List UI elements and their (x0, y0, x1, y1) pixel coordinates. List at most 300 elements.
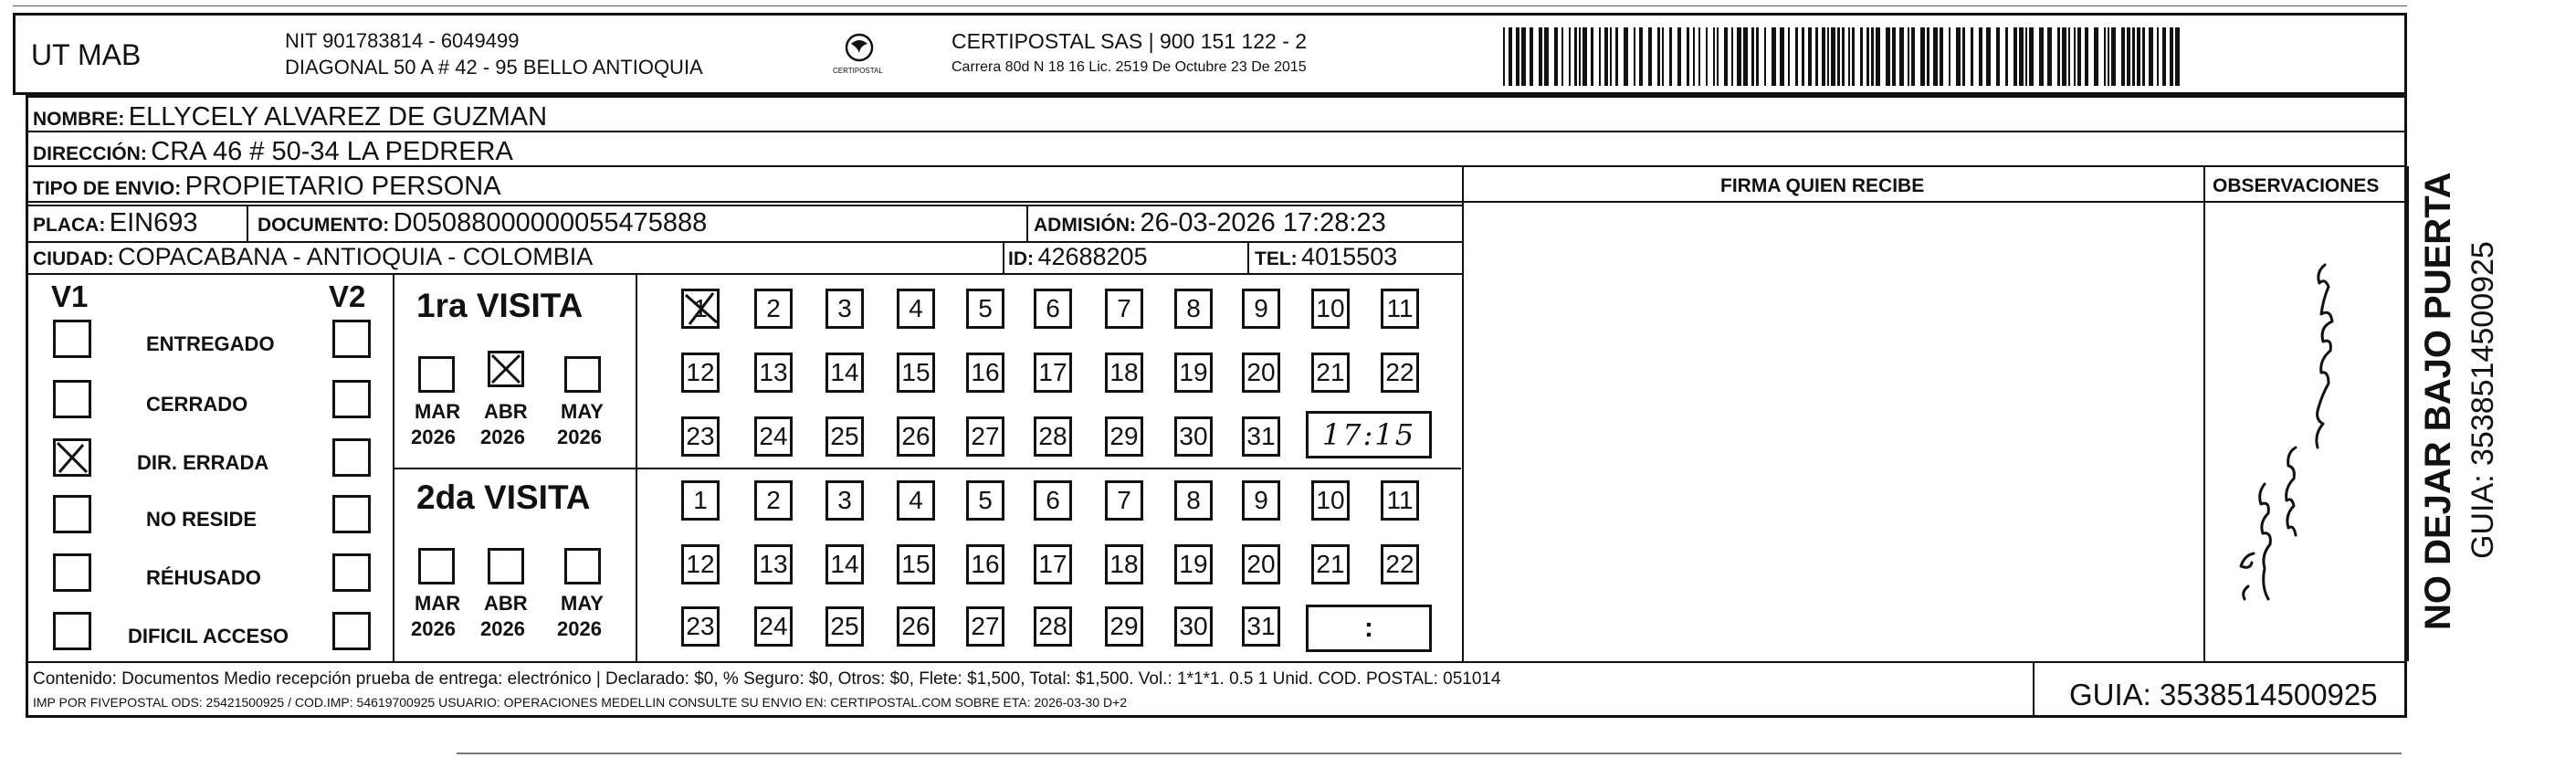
barcode-bar (1848, 27, 1850, 86)
footer-content-line: Contenido: Documentos Medio recepción prueba de entrega: electrónico | Declarado: $0, % Seguro: $0, Otros: $0, Flete: $1,500, Total: $1,500. Vol.: 1*1*1. 0.5 1 Unid. COD. POSTAL: 051014 (33, 669, 1501, 689)
barcode-bar (1582, 27, 1587, 86)
day-box[interactable] (1034, 606, 1072, 647)
reason-label: CERRADO (146, 393, 248, 416)
placa-label: PLACA: (33, 215, 106, 236)
barcode-bar (1979, 27, 1982, 86)
day-number: 29 (1109, 612, 1139, 640)
day-box[interactable] (1034, 289, 1072, 329)
id-label: ID: (1008, 248, 1034, 269)
day-number: 12 (686, 358, 715, 386)
first-visit-time[interactable] (1306, 411, 1432, 458)
year-label: 2026 (557, 617, 602, 640)
barcode-bar (2057, 27, 2060, 86)
day-box[interactable] (1174, 416, 1213, 457)
first-visit-time-value: 17:15 (1321, 417, 1416, 452)
day-number: 10 (1316, 294, 1345, 322)
placa-value: EIN693 (109, 208, 198, 237)
barcode-bar (1956, 27, 1961, 86)
day-number: 26 (901, 612, 931, 640)
barcode-bar (1539, 27, 1542, 86)
second-visit-title: 2da VISITA (416, 479, 591, 516)
day-box[interactable] (1174, 544, 1213, 584)
day-number: 31 (1246, 612, 1276, 640)
admision-value: 26-03-2026 17:28:23 (1140, 208, 1386, 237)
day-number: 3 (837, 294, 852, 322)
day-number: 19 (1179, 550, 1208, 578)
day-box[interactable] (966, 353, 1004, 393)
day-box[interactable] (754, 289, 793, 329)
v2-checkbox[interactable] (332, 380, 371, 418)
ciudad-label: CIUDAD: (33, 248, 114, 269)
reason-label: RÉHUSADO (146, 566, 261, 589)
day-number: 24 (759, 422, 788, 450)
day-box[interactable] (1311, 289, 1350, 329)
barcode-bar (1554, 27, 1558, 86)
footer-guia: GUIA: 3538514500925 (2069, 678, 2378, 711)
recipient-name: ELLYCELY ALVAREZ DE GUZMAN (128, 102, 548, 132)
barcode-bar (1920, 27, 1925, 86)
barcode-bar (1996, 27, 2000, 86)
first-visit-title: 1ra VISITA (416, 287, 584, 324)
day-number: 18 (1109, 358, 1139, 386)
barcode-bar (2077, 27, 2081, 86)
barcode-bar (2104, 27, 2106, 86)
barcode-bar (1599, 27, 1601, 86)
day-number: 28 (1038, 422, 1067, 450)
day-number: 28 (1038, 612, 1067, 640)
barcode-bar (2062, 27, 2066, 86)
day-number: 13 (759, 358, 788, 386)
barcode-bar (1724, 27, 1728, 86)
barcode-bar (1561, 27, 1563, 86)
barcode-bar (1892, 27, 1896, 86)
day-box[interactable] (825, 289, 864, 329)
barcode-bar (1908, 27, 1909, 86)
day-box[interactable] (1105, 606, 1143, 647)
v1-checkbox[interactable] (53, 495, 91, 533)
footer-print-line: IMP POR FIVEPOSTAL ODS: 25421500925 / COD.IMP: 54619700925 USUARIO: OPERACIONES MEDELLIN CONSULTE SU ENVIO EN: CERTIPOSTAL.COM SOBRE ETA: 2026-03-30 D+2 (33, 695, 1128, 710)
barcode-bar (1795, 27, 1798, 86)
month-label: MAR (415, 400, 461, 423)
barcode-bar (1899, 27, 1904, 86)
day-box[interactable] (754, 544, 793, 584)
barcode-bar (2074, 27, 2076, 86)
day-number: 23 (686, 612, 715, 640)
month-checkbox[interactable] (564, 548, 601, 584)
barcode-bar (1544, 27, 1549, 86)
v2-checkbox[interactable] (332, 495, 371, 533)
barcode-bar (1579, 27, 1581, 86)
day-box[interactable] (681, 416, 720, 457)
day-box[interactable] (897, 544, 935, 584)
day-number: 27 (971, 422, 1000, 450)
day-number: 12 (686, 550, 715, 578)
barcode-bar (1569, 27, 1571, 86)
v1-checkbox[interactable] (53, 553, 91, 592)
name-label: NOMBRE: (33, 109, 125, 130)
day-box[interactable] (1034, 544, 1072, 584)
barcode-bar (1509, 27, 1512, 86)
barcode-bar (1815, 27, 1818, 86)
tel-label: TEL: (1255, 248, 1298, 269)
day-number: 29 (1109, 422, 1139, 450)
barcode-bar (1743, 27, 1748, 86)
v1-checkbox[interactable] (53, 320, 91, 358)
day-box[interactable] (966, 416, 1004, 457)
barcode-bar (1971, 27, 1973, 86)
day-box[interactable] (1242, 544, 1280, 584)
day-box[interactable] (1381, 480, 1419, 521)
v2-checkbox[interactable] (332, 553, 371, 592)
barcode-bar (2142, 27, 2145, 86)
day-number: 5 (978, 294, 993, 322)
barcode-bar (1827, 27, 1829, 86)
v1-checkbox[interactable] (53, 380, 91, 418)
day-number: 16 (971, 358, 1000, 386)
barcode-bar (1911, 27, 1915, 86)
day-number: 13 (759, 550, 788, 578)
barcode-bar (2068, 27, 2070, 86)
year-label: 2026 (480, 617, 525, 640)
barcode-bar (1866, 27, 1869, 86)
day-box[interactable] (754, 353, 793, 393)
reason-label: ENTREGADO (146, 332, 275, 355)
day-box[interactable] (1381, 353, 1419, 393)
barcode-bar (1871, 27, 1874, 86)
barcode-bar (2162, 27, 2166, 86)
second-visit-time[interactable] (1306, 605, 1432, 652)
day-box[interactable] (1174, 480, 1213, 521)
barcode-bar (2175, 27, 2180, 86)
day-number: 17 (1038, 358, 1067, 386)
barcode-bar (2111, 27, 2116, 86)
day-box[interactable] (825, 606, 864, 647)
day-box[interactable] (966, 480, 1004, 521)
barcode-bar (1822, 27, 1825, 86)
tel-value: 4015503 (1301, 243, 1398, 270)
day-number: 4 (909, 294, 923, 322)
barcode-bar (2019, 27, 2024, 86)
v2-checkbox[interactable] (332, 438, 371, 477)
address-label: DIRECCIÓN: (33, 143, 147, 164)
day-number: 5 (978, 486, 993, 514)
day-number: 22 (1385, 358, 1414, 386)
day-number: 21 (1316, 550, 1345, 578)
v2-label: V2 (329, 279, 366, 313)
month-checkbox[interactable] (418, 356, 455, 393)
barcode-bar (1962, 27, 1965, 86)
barcode-bar (1808, 27, 1812, 86)
day-box[interactable] (1105, 289, 1143, 329)
day-box[interactable] (825, 480, 864, 521)
barcode-bar (1737, 27, 1741, 86)
barcode-bar (1713, 27, 1715, 86)
barcode-bar (1516, 27, 1519, 86)
day-number: 31 (1246, 422, 1276, 450)
day-box[interactable] (1311, 480, 1350, 521)
day-number: 1 (693, 294, 708, 322)
day-number: 9 (1254, 294, 1268, 322)
barcode-bar (1831, 27, 1835, 86)
day-number: 2 (766, 294, 781, 322)
barcode-bar (1860, 27, 1863, 86)
day-box[interactable] (754, 416, 793, 457)
year-label: 2026 (480, 426, 525, 448)
day-box[interactable] (1034, 416, 1072, 457)
day-box[interactable] (1034, 480, 1072, 521)
day-number: 26 (901, 422, 931, 450)
day-box[interactable] (1174, 353, 1213, 393)
day-box[interactable] (897, 606, 935, 647)
barcode-bar (1837, 27, 1840, 86)
day-box[interactable] (1381, 544, 1419, 584)
barcode-bar (1530, 27, 1533, 86)
documento-value: D05088000000055475888 (393, 208, 708, 237)
month-checkbox[interactable] (488, 548, 524, 584)
barcode-bar (1751, 27, 1754, 86)
day-number: 20 (1246, 358, 1276, 386)
day-number: 16 (971, 550, 1000, 578)
barcode-bar (1693, 27, 1695, 86)
barcode-bar (2170, 27, 2173, 86)
day-number: 7 (1117, 486, 1131, 514)
month-checkbox[interactable] (418, 548, 455, 584)
day-number: 15 (901, 550, 931, 578)
barcode-bar (1634, 27, 1635, 86)
barcode-bar (1842, 27, 1845, 86)
barcode-bar (2025, 27, 2027, 86)
tipo-envio: PROPIETARIO PERSONA (184, 172, 501, 201)
barcode-bar (1949, 27, 1950, 86)
day-number: 11 (1386, 486, 1414, 514)
barcode-bar (1986, 27, 1991, 86)
barcode-bar (1927, 27, 1929, 86)
day-number: 15 (901, 358, 931, 386)
v1-checkbox[interactable] (53, 438, 91, 477)
day-number: 30 (1179, 422, 1208, 450)
no-dejar-bajo-puerta: NO DEJAR BAJO PUERTA (2418, 172, 2458, 630)
barcode-bar (2132, 27, 2135, 86)
ciudad-value: COPACABANA - ANTIOQUIA - COLOMBIA (118, 243, 594, 270)
day-number: 24 (759, 612, 788, 640)
barcode-bar (2047, 27, 2052, 86)
v2-checkbox[interactable] (332, 320, 371, 358)
barcode (1503, 27, 2182, 86)
reason-label: DIFICIL ACCESO (128, 625, 289, 647)
barcode-bar (1657, 27, 1660, 86)
side-guia: GUIA: 3538514500925 (2466, 241, 2500, 559)
barcode-bar (1876, 27, 1880, 86)
day-box[interactable] (681, 606, 720, 647)
day-box[interactable] (1105, 544, 1143, 584)
day-number: 6 (1046, 486, 1060, 514)
barcode-bar (1756, 27, 1759, 86)
day-number: 21 (1316, 358, 1345, 386)
barcode-bar (1933, 27, 1938, 86)
day-box[interactable] (1105, 480, 1143, 521)
barcode-bar (1731, 27, 1733, 86)
day-box[interactable] (681, 544, 720, 584)
day-box[interactable] (825, 416, 864, 457)
day-number: 23 (686, 422, 715, 450)
day-number: 17 (1038, 550, 1067, 578)
day-number: 8 (1186, 294, 1201, 322)
barcode-bar (1788, 27, 1790, 86)
barcode-bar (1706, 27, 1708, 86)
documento-label: DOCUMENTO: (258, 215, 390, 236)
day-box[interactable] (1311, 544, 1350, 584)
month-label: ABR (484, 400, 528, 423)
day-box[interactable] (966, 606, 1004, 647)
barcode-bar (2094, 27, 2098, 86)
year-label: 2026 (411, 617, 456, 640)
barcode-bar (1521, 27, 1526, 86)
month-checkbox[interactable] (564, 356, 601, 393)
company-name: UT MAB (31, 38, 142, 71)
barcode-bar (2137, 27, 2140, 86)
day-box[interactable] (1242, 353, 1280, 393)
day-box[interactable] (1174, 606, 1213, 647)
barcode-bar (2127, 27, 2130, 86)
day-box[interactable] (1242, 416, 1280, 457)
day-box[interactable] (1105, 353, 1143, 393)
barcode-bar (2157, 27, 2159, 86)
day-number: 14 (830, 550, 859, 578)
admision-label: ADMISIÓN: (1034, 215, 1136, 236)
firma-header: FIRMA QUIEN RECIBE (1720, 175, 1925, 196)
day-number: 10 (1316, 486, 1345, 514)
day-box[interactable] (754, 606, 793, 647)
day-box[interactable] (1105, 416, 1143, 457)
day-box[interactable] (681, 480, 720, 521)
day-number: 19 (1179, 358, 1208, 386)
barcode-bar (2039, 27, 2044, 86)
barcode-bar (1717, 27, 1719, 86)
courier-license: Carrera 80d N 18 16 Lic. 2519 De Octubre 23 De 2015 (952, 59, 1307, 75)
barcode-bar (2029, 27, 2034, 86)
barcode-bar (1698, 27, 1700, 86)
day-number: 20 (1246, 550, 1276, 578)
day-box[interactable] (1242, 606, 1280, 647)
day-box[interactable] (1311, 353, 1350, 393)
barcode-bar (1624, 27, 1628, 86)
day-number: 14 (830, 358, 859, 386)
barcode-bar (1648, 27, 1652, 86)
day-box[interactable] (1381, 289, 1419, 329)
day-number: 1 (693, 486, 708, 514)
day-box[interactable] (897, 289, 935, 329)
day-number: 30 (1179, 612, 1208, 640)
barcode-bar (1604, 27, 1608, 86)
barcode-bar (1662, 27, 1664, 86)
barcode-bar (1503, 27, 1505, 86)
barcode-bar (2121, 27, 2125, 86)
day-box[interactable] (1242, 289, 1280, 329)
logo-caption: CERTIPOSTAL (833, 67, 883, 75)
barcode-bar (2108, 27, 2109, 86)
day-box[interactable] (1034, 353, 1072, 393)
day-box[interactable] (825, 544, 864, 584)
day-box[interactable] (966, 289, 1004, 329)
barcode-bar (2085, 27, 2088, 86)
v2-checkbox[interactable] (332, 612, 371, 650)
barcode-bar (1677, 27, 1681, 86)
day-number: 11 (1386, 294, 1414, 322)
day-number: 3 (837, 486, 852, 514)
day-box[interactable] (681, 353, 720, 393)
month-label: ABR (484, 592, 528, 615)
barcode-bar (1639, 27, 1643, 86)
month-label: MAR (415, 592, 461, 615)
id-value: 42688205 (1037, 243, 1148, 270)
day-number: 22 (1385, 550, 1414, 578)
barcode-bar (2149, 27, 2153, 86)
v1-label: V1 (51, 279, 89, 313)
barcode-bar (1772, 27, 1776, 86)
day-box[interactable] (897, 416, 935, 457)
second-visit-time-value: : (1364, 613, 1373, 643)
year-label: 2026 (557, 426, 602, 448)
day-box[interactable] (1242, 480, 1280, 521)
barcode-bar (1764, 27, 1766, 86)
day-number: 18 (1109, 550, 1139, 578)
day-number: 25 (830, 422, 859, 450)
day-number: 27 (971, 612, 1000, 640)
day-box[interactable] (754, 480, 793, 521)
barcode-bar (1852, 27, 1855, 86)
barcode-bar (2005, 27, 2008, 86)
month-label: MAY (561, 592, 604, 615)
company-address: DIAGONAL 50 A # 42 - 95 BELLO ANTIOQUIA (285, 56, 703, 79)
recipient-address: CRA 46 # 50-34 LA PEDRERA (151, 137, 513, 166)
day-box[interactable] (966, 544, 1004, 584)
barcode-bar (1669, 27, 1672, 86)
day-number: 8 (1186, 486, 1201, 514)
day-box[interactable] (1174, 289, 1213, 329)
barcode-bar (1780, 27, 1784, 86)
day-box[interactable] (897, 480, 935, 521)
barcode-bar (1615, 27, 1618, 86)
day-number: 2 (766, 486, 781, 514)
tipo-label: TIPO DE ENVIO: (33, 178, 182, 199)
reason-label: DIR. ERRADA (137, 451, 269, 474)
barcode-bar (1687, 27, 1689, 86)
barcode-bar (1574, 27, 1577, 86)
barcode-bar (1940, 27, 1943, 86)
barcode-bar (1802, 27, 1804, 86)
month-label: MAY (561, 400, 604, 423)
day-box[interactable] (681, 289, 720, 329)
day-box[interactable] (825, 353, 864, 393)
day-number: 9 (1254, 486, 1268, 514)
day-number: 25 (830, 612, 859, 640)
year-label: 2026 (411, 426, 456, 448)
day-box[interactable] (897, 353, 935, 393)
barcode-bar (1591, 27, 1593, 86)
day-number: 6 (1046, 294, 1060, 322)
company-nit: NIT 901783814 - 6049499 (285, 29, 520, 52)
observaciones-header: OBSERVACIONES (2213, 175, 2380, 196)
day-number: 4 (909, 486, 923, 514)
barcode-bar (1886, 27, 1890, 86)
barcode-bar (2013, 27, 2017, 86)
v1-checkbox[interactable] (53, 612, 91, 650)
month-checkbox[interactable] (488, 351, 524, 387)
courier-name: CERTIPOSTAL SAS | 900 151 122 - 2 (952, 29, 1308, 53)
reason-label: NO RESIDE (146, 508, 258, 531)
day-number: 7 (1117, 294, 1131, 322)
day-cross-mark (680, 288, 720, 328)
